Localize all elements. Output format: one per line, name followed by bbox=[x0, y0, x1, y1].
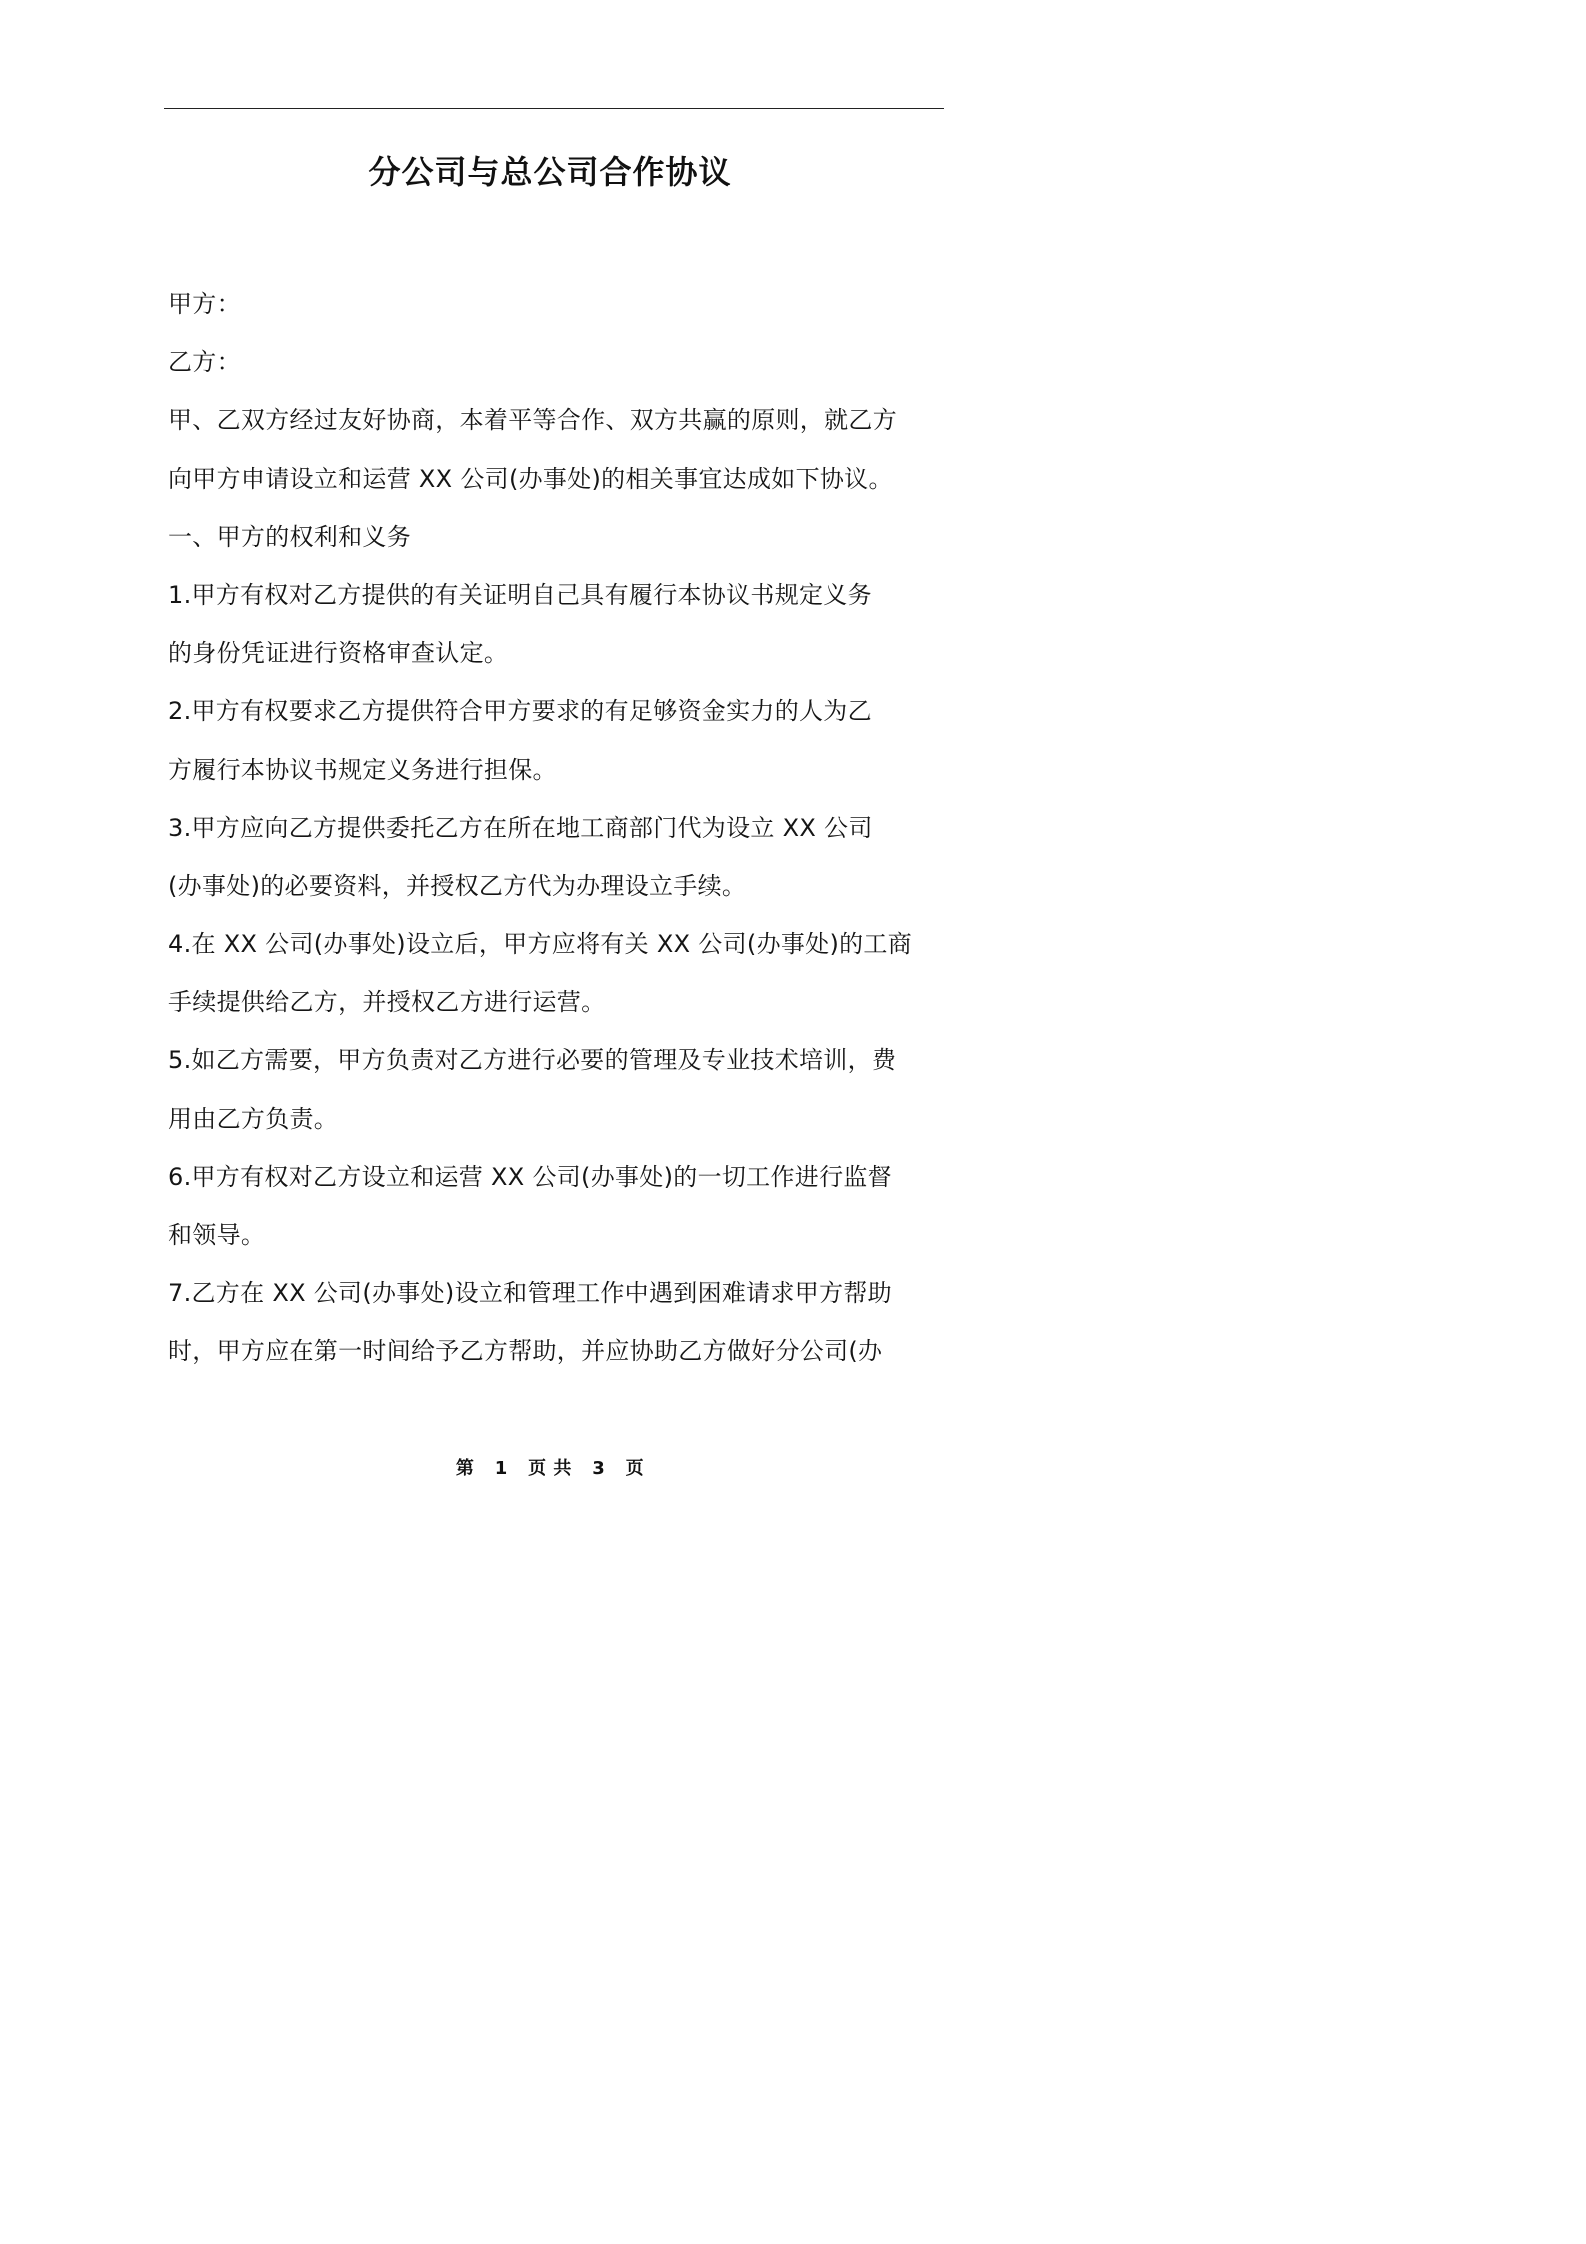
body-line: 用由乙方负责。 bbox=[168, 1104, 339, 1133]
body-line: 甲方： bbox=[168, 290, 241, 318]
body-line: 的身份凭证进行资格审查认定。 bbox=[168, 639, 509, 668]
body-line: 乙方： bbox=[168, 348, 241, 377]
page-footer bbox=[0, 1456, 1100, 1482]
body-line: 方履行本协议书规定义务进行担保。 bbox=[168, 755, 557, 784]
body-line: 甲、乙双方经过友好协商，本着平等合作、双方共赢的原则，就乙方 bbox=[168, 406, 897, 435]
body-line: 6.甲方有权对乙方设立和运营 XX 公司(办事处)的一切工作进行监督 bbox=[168, 1162, 892, 1191]
page-label-mid: 页 共 bbox=[528, 1458, 572, 1479]
header-rule bbox=[164, 108, 944, 109]
current-page-number: 1 bbox=[494, 1458, 508, 1479]
document-body bbox=[168, 284, 948, 1390]
body-line: 7.乙方在 XX 公司(办事处)设立和管理工作中遇到困难请求甲方帮助 bbox=[168, 1279, 892, 1308]
body-line: 4.在 XX 公司(办事处)设立后，甲方应将有关 XX 公司(办事处)的工商 bbox=[168, 930, 913, 959]
page-label-prefix: 第 bbox=[455, 1458, 475, 1479]
body-line: 向甲方申请设立和运营 XX 公司(办事处)的相关事宜达成如下协议。 bbox=[168, 464, 893, 493]
body-line: (办事处)的必要资料，并授权乙方代为办理设立手续。 bbox=[168, 871, 747, 900]
page-label-suffix: 页 bbox=[625, 1458, 645, 1479]
body-line: 时，甲方应在第一时间给予乙方帮助，并应协助乙方做好分公司(办 bbox=[168, 1337, 883, 1366]
document-title: 分公司与总公司合作协议 bbox=[368, 153, 732, 191]
body-line: 1.甲方有权对乙方提供的有关证明自己具有履行本协议书规定义务 bbox=[168, 580, 872, 609]
body-line: 和领导。 bbox=[168, 1221, 266, 1249]
body-line: 3.甲方应向乙方提供委托乙方在所在地工商部门代为设立 XX 公司 bbox=[168, 813, 873, 842]
body-line: 2.甲方有权要求乙方提供符合甲方要求的有足够资金实力的人为乙 bbox=[168, 697, 872, 726]
document-page bbox=[0, 0, 1100, 1558]
total-pages-number: 3 bbox=[592, 1458, 606, 1479]
body-line: 5.如乙方需要，甲方负责对乙方进行必要的管理及专业技术培训，费 bbox=[168, 1046, 897, 1075]
section-heading: 一、甲方的权利和义务 bbox=[168, 522, 411, 551]
body-line: 手续提供给乙方，并授权乙方进行运营。 bbox=[168, 988, 606, 1017]
